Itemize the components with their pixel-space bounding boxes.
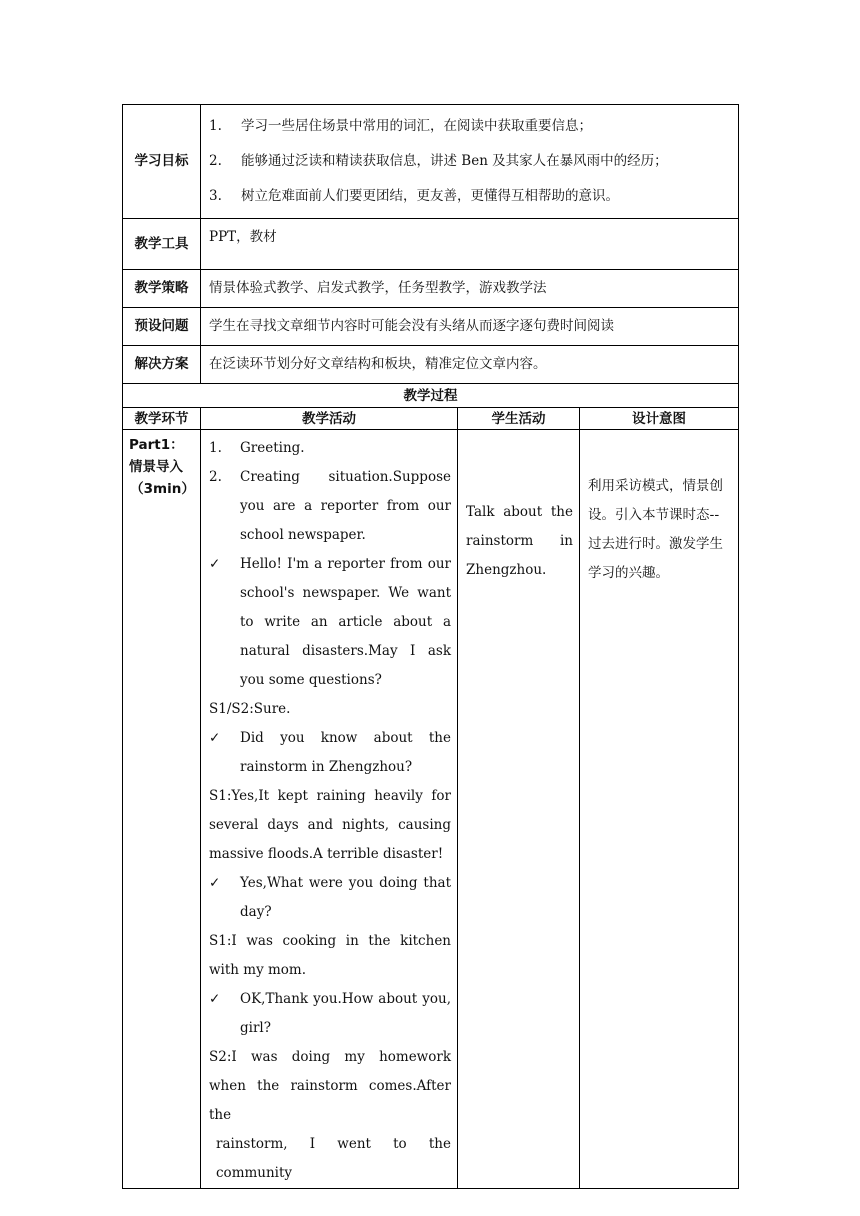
- process-title: 教学过程: [123, 384, 739, 408]
- item-number: 2.: [209, 153, 222, 169]
- header-student: 学生活动: [458, 408, 580, 430]
- check-icon: ✓: [209, 556, 221, 572]
- problem-label: 预设问题: [123, 308, 201, 346]
- item-text: OK,Thank you.How about you, girl?: [240, 991, 451, 1036]
- part-title: 情景导入: [129, 459, 183, 475]
- objectives-content: [201, 105, 739, 219]
- solution-value: 在泛读环节划分好文章结构和板块，精准定位文章内容。: [201, 346, 739, 384]
- strategy-row: [123, 270, 739, 308]
- part1-stage: [123, 430, 201, 1189]
- item-text: Hello! I'm a reporter from our school's newspaper. We want to write an article about a natural disasters.May I ask you some questions?: [240, 556, 451, 688]
- item-text: Creating situation.Suppose you are a reporter from our school newspaper.: [240, 469, 451, 543]
- dialogue-line: S2:I was doing my homework when the rainstorm comes.After the: [209, 1049, 451, 1123]
- header-stage: 教学环节: [123, 408, 201, 430]
- part1-student-activity: Talk about the rainstorm in Zhengzhou.: [458, 430, 580, 1189]
- part1-row: [123, 430, 739, 1189]
- header-intent: 设计意图: [580, 408, 739, 430]
- item-text: 树立危难面前人们要更团结，更友善，更懂得互相帮助的意识。: [241, 188, 619, 204]
- lesson-plan-table: [122, 104, 739, 1189]
- solution-row: [123, 346, 739, 384]
- item-number: 2.: [209, 469, 222, 485]
- list-item: [209, 179, 732, 214]
- item-number: 1.: [209, 118, 222, 134]
- item-text: 能够通过泛读和精读获取信息，讲述 Ben 及其家人在暴风雨中的经历；: [241, 153, 668, 169]
- dialogue-line: rainstorm, I went to the community: [216, 1136, 451, 1181]
- checklist-item: [209, 724, 451, 782]
- strategy-value: 情景体验式教学、启发式教学，任务型教学，游戏教学法: [201, 270, 739, 308]
- process-header-row: [123, 408, 739, 430]
- part1-activities: [201, 430, 458, 1189]
- item-number: 1.: [209, 440, 222, 456]
- dialogue-line: S1/S2:Sure.: [209, 701, 291, 717]
- part1-design-intent: 利用采访模式，情景创设。引入本节课时态--过去进行时。激发学生学习的兴趣。: [580, 430, 739, 1189]
- problem-row: [123, 308, 739, 346]
- activity-list: [209, 434, 451, 1188]
- checklist-item: [209, 869, 451, 927]
- list-item: [209, 109, 732, 144]
- item-number: 3.: [209, 188, 222, 204]
- strategy-label: 教学策略: [123, 270, 201, 308]
- dialogue-line: S1:Yes,It kept raining heavily for several days and nights, causing massive floods.A terrible disaster!: [209, 788, 451, 862]
- checklist-item: [209, 550, 451, 695]
- problem-value: 学生在寻找文章细节内容时可能会没有头绪从而逐字逐句费时间阅读: [201, 308, 739, 346]
- check-icon: ✓: [209, 875, 221, 891]
- list-item: [209, 463, 451, 550]
- part-time: （3min）: [130, 481, 195, 497]
- dialogue-line: S1:I was cooking in the kitchen with my mom.: [209, 933, 451, 978]
- check-icon: ✓: [209, 991, 221, 1007]
- list-item: [209, 144, 732, 179]
- item-text: Yes,What were you doing that day?: [240, 875, 451, 920]
- header-activity: 教学活动: [201, 408, 458, 430]
- process-title-row: [123, 384, 739, 408]
- part-name: Part1：: [129, 437, 184, 453]
- item-text: Did you know about the rainstorm in Zhengzhou?: [240, 730, 451, 775]
- item-text: 学习一些居住场景中常用的词汇，在阅读中获取重要信息；: [241, 118, 592, 134]
- check-icon: ✓: [209, 730, 221, 746]
- tools-row: [123, 219, 739, 270]
- tools-value: PPT，教材: [201, 219, 739, 270]
- checklist-item: [209, 985, 451, 1043]
- objectives-row: [123, 105, 739, 219]
- objectives-label: 学习目标: [123, 105, 201, 219]
- solution-label: 解决方案: [123, 346, 201, 384]
- objectives-list: [209, 109, 732, 214]
- tools-label: 教学工具: [123, 219, 201, 270]
- item-text: Greeting.: [240, 440, 305, 456]
- list-item: [209, 434, 451, 463]
